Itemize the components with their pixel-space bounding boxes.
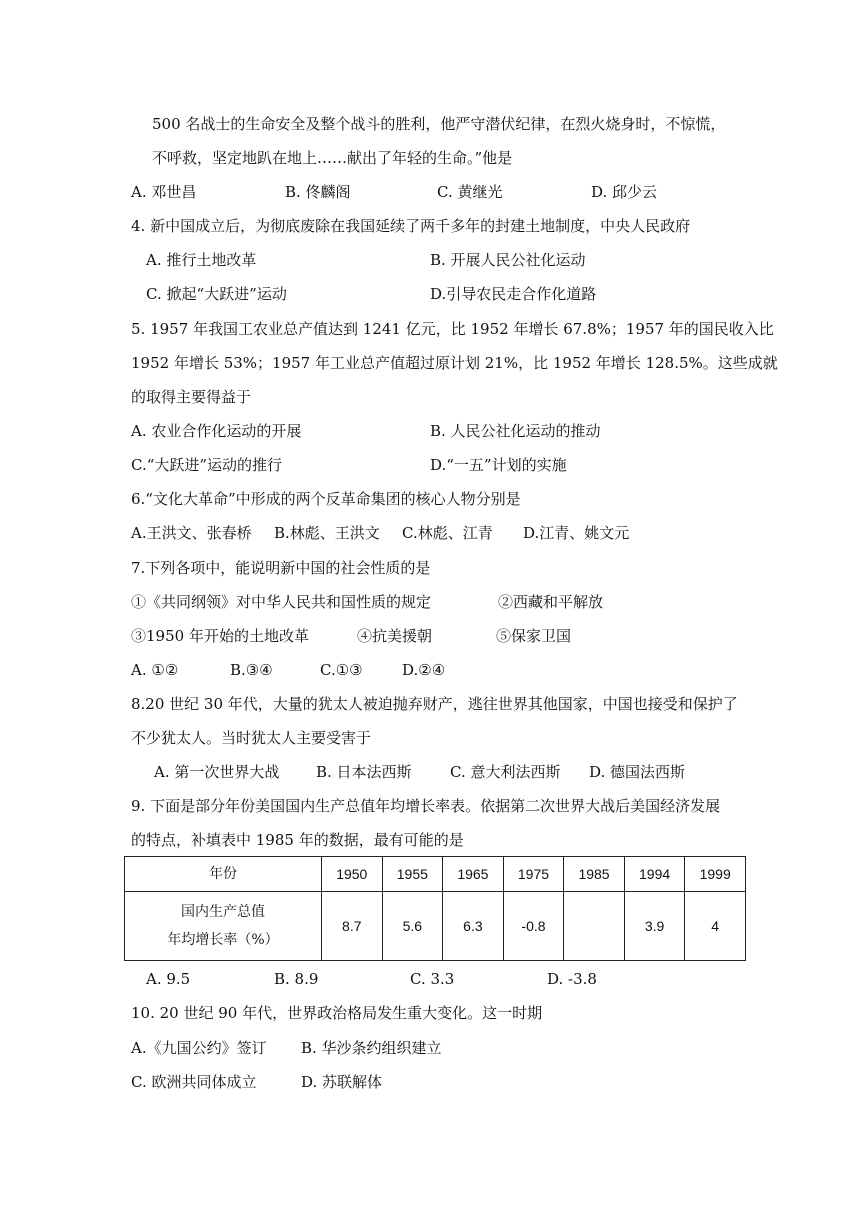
q7-option-c: C.①③: [320, 661, 363, 679]
q9-option-b: B. 8.9: [274, 970, 319, 988]
table-year-cell: 1955: [382, 857, 443, 892]
gdp-growth-table: [124, 856, 746, 961]
q4-option-a: A. 推行土地改革: [146, 251, 257, 269]
q3-option-b: B. 佟麟阁: [285, 183, 351, 201]
table-year-cell: 1950: [322, 857, 383, 892]
table-year-cell: 1994: [624, 857, 685, 892]
q6-option-d: D.江青、姚文元: [523, 524, 630, 542]
q7-item-5: ⑤保家卫国: [496, 627, 572, 645]
table-value-cell: 6.3: [443, 892, 504, 961]
table-row-label: [125, 892, 322, 961]
q5-option-c: C.“大跃进”运动的推行: [131, 456, 283, 474]
q7-option-a: A. ①②: [131, 661, 179, 679]
q10-option-a: A.《九国公约》签订: [131, 1039, 267, 1057]
table-year-cell: 1999: [685, 857, 746, 892]
q7-stem: 7.下列各项中，能说明新中国的社会性质的是: [131, 559, 431, 577]
q9-option-d: D. -3.8: [547, 970, 597, 988]
q5-option-b: B. 人民公社化运动的推动: [430, 422, 601, 440]
q8-option-a: A. 第一次世界大战: [154, 763, 280, 781]
q6-stem: 6.“文化大革命”中形成的两个反革命集团的核心人物分别是: [131, 490, 521, 508]
q6-option-b: B.林彪、王洪文: [274, 524, 380, 542]
q9-option-a: A. 9.5: [146, 970, 191, 988]
q6-option-c: C.林彪、江青: [402, 524, 493, 542]
q5-stem-line-1: 5. 1957 年我国工农业总产值达到 1241 亿元，比 1952 年增长 67.8%；1957 年的国民收入比: [131, 320, 774, 338]
q7-option-b: B.③④: [230, 661, 273, 679]
q3-option-c: C. 黄继光: [437, 183, 503, 201]
table-value-cell: 3.9: [624, 892, 685, 961]
q4-option-d: D.引导农民走合作化道路: [430, 285, 597, 303]
table-header-label: 年份: [125, 857, 322, 892]
q3-option-a: A. 邓世昌: [131, 183, 197, 201]
table-value-cell: 5.6: [382, 892, 443, 961]
q4-stem: 4. 新中国成立后，为彻底废除在我国延续了两千多年的封建土地制度，中央人民政府: [131, 217, 691, 235]
q10-option-b: B. 华沙条约组织建立: [301, 1039, 442, 1057]
q7-item-3: ③1950 年开始的土地改革: [131, 627, 309, 645]
q6-option-a: A.王洪文、张春桥: [131, 524, 252, 542]
q3-stem-line-2: 不呼救，坚定地趴在地上……献出了年轻的生命。”他是: [152, 149, 513, 167]
q10-stem: 10. 20 世纪 90 年代，世界政治格局发生重大变化。这一时期: [131, 1004, 543, 1022]
q8-option-c: C. 意大利法西斯: [450, 763, 561, 781]
q9-stem-line-1: 9. 下面是部分年份美国国内生产总值年均增长率表。依据第二次世界大战后美国经济发展: [131, 797, 721, 815]
q4-option-c: C. 掀起“大跃进”运动: [146, 285, 287, 303]
q5-stem-line-3: 的取得主要得益于: [131, 388, 252, 406]
table-value-cell: [564, 892, 625, 961]
table-year-cell: 1965: [443, 857, 504, 892]
q8-option-b: B. 日本法西斯: [316, 763, 412, 781]
table-row-label-line-2: 年均增长率（%）: [167, 932, 279, 948]
table-header-row: [125, 857, 746, 892]
q5-option-d: D.“一五”计划的实施: [430, 456, 567, 474]
q10-option-d: D. 苏联解体: [301, 1073, 383, 1091]
q5-stem-line-2: 1952 年增长 53%；1957 年工业总产值超过原计划 21%，比 1952 年增长 128.5%。这些成就: [131, 354, 778, 372]
q3-option-d: D. 邱少云: [591, 183, 658, 201]
q7-item-1: ①《共同纲领》对中华人民共和国性质的规定: [131, 593, 432, 611]
q7-item-2: ②西藏和平解放: [498, 593, 604, 611]
q8-stem-line-2: 不少犹太人。当时犹太人主要受害于: [131, 729, 372, 747]
q9-stem-line-2: 的特点，补填表中 1985 年的数据，最有可能的是: [131, 831, 464, 849]
q9-option-c: C. 3.3: [410, 970, 455, 988]
q8-option-d: D. 德国法西斯: [589, 763, 686, 781]
q4-option-b: B. 开展人民公社化运动: [430, 251, 586, 269]
q3-stem-line-1: 500 名战士的生命安全及整个战斗的胜利，他严守潜伏纪律，在烈火烧身时，不惊慌，: [152, 115, 726, 133]
q10-option-c: C. 欧洲共同体成立: [131, 1073, 257, 1091]
q7-item-4: ④抗美援朝: [357, 627, 433, 645]
q8-stem-line-1: 8.20 世纪 30 年代，大量的犹太人被迫抛弃财产，逃往世界其他国家，中国也接受和保护了: [131, 695, 738, 713]
q5-option-a: A. 农业合作化运动的开展: [131, 422, 302, 440]
table-row-label-line-1: 国内生产总值: [181, 904, 265, 920]
table-year-cell: 1975: [503, 857, 564, 892]
table-data-row: [125, 892, 746, 961]
table-year-cell: 1985: [564, 857, 625, 892]
table-value-cell: 4: [685, 892, 746, 961]
q7-option-d: D.②④: [402, 661, 446, 679]
table-value-cell: 8.7: [322, 892, 383, 961]
table-value-cell: -0.8: [503, 892, 564, 961]
